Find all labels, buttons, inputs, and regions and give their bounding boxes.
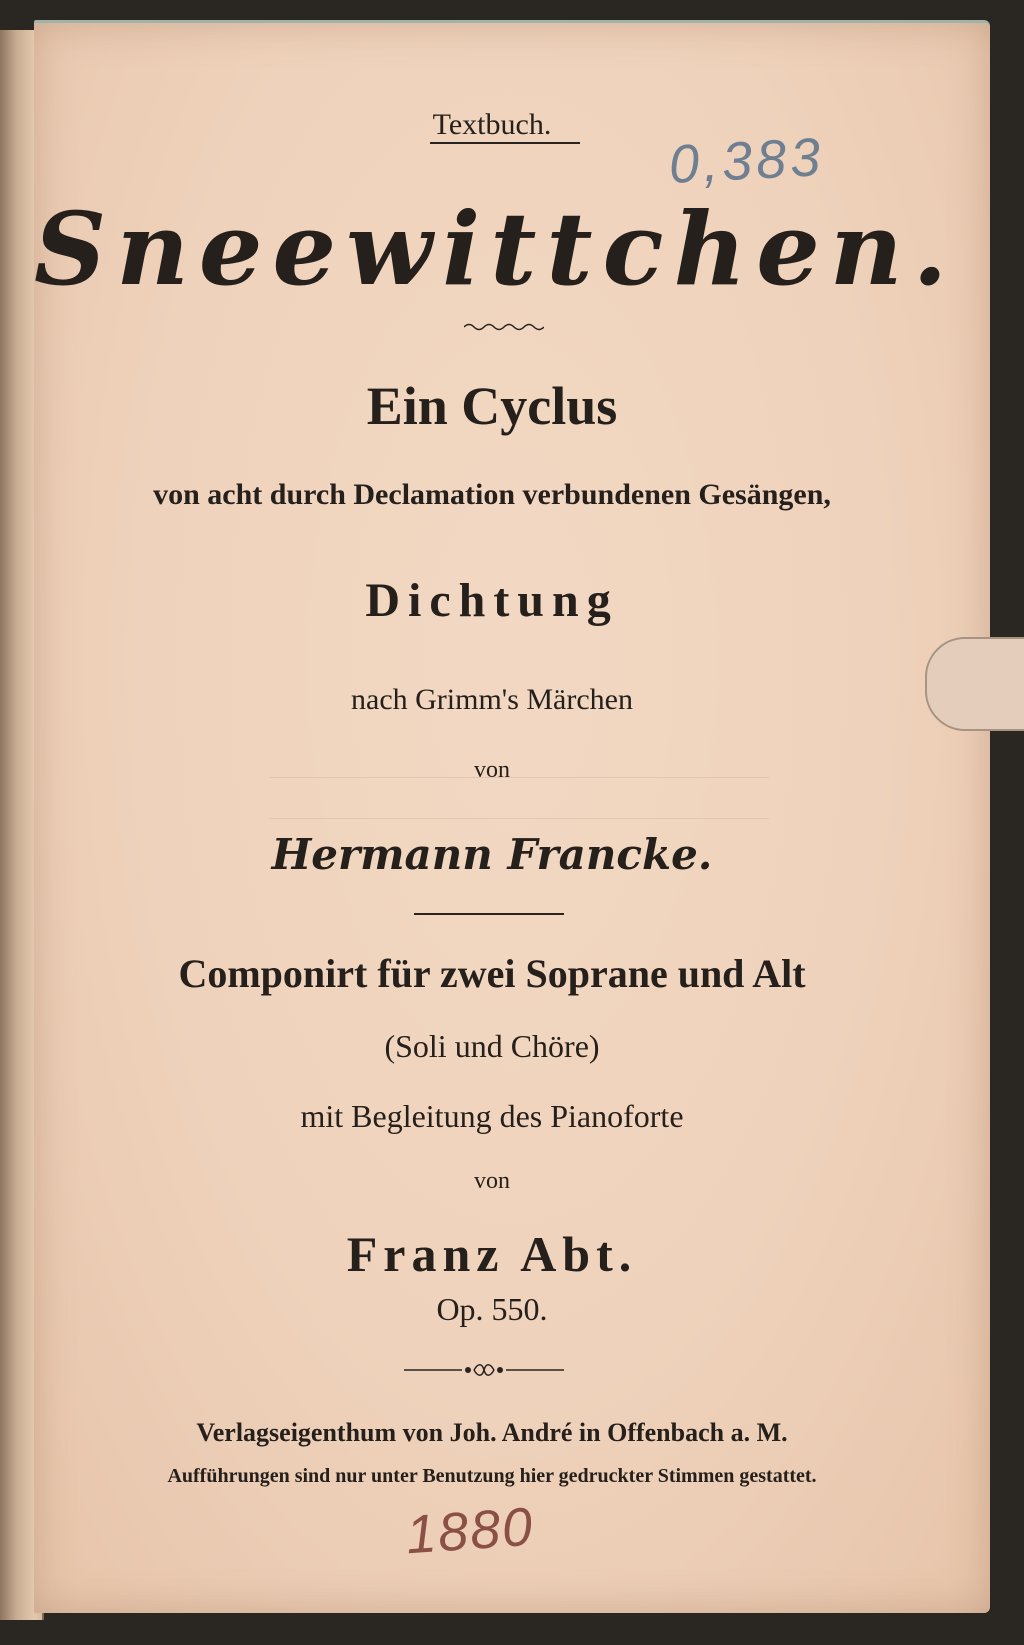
handwritten-shelfmark: 0,383 (667, 126, 826, 196)
handwritten-year: 1880 (404, 1496, 537, 1566)
main-title: Sneewittchen. (34, 190, 958, 308)
composer-name: Franz Abt. (346, 1226, 638, 1282)
publisher-line: Verlagseigenthum von Joh. André in Offenbach a. M. (196, 1418, 788, 1447)
opus-number: Op. 550. (436, 1291, 548, 1327)
voices-line: (Soli und Chöre) (384, 1028, 600, 1064)
textbuch-label: Textbuch. (432, 108, 552, 141)
by-label-author: von (474, 757, 510, 783)
poetry-label: Dichtung (365, 574, 619, 627)
divider-rule (414, 913, 564, 915)
by-label-composer: von (474, 1168, 510, 1194)
textbuch-underline (430, 142, 580, 144)
page-content (34, 20, 990, 1610)
faint-bleedthrough-stamp (269, 777, 769, 819)
description-line: von acht durch Declamation verbundenen Gesängen, (153, 478, 831, 511)
divider-ornament (404, 1360, 564, 1380)
source-line: nach Grimm's Märchen (351, 683, 633, 716)
composition-line: Componirt für zwei Soprane und Alt (178, 951, 806, 996)
subtitle: Ein Cyclus (366, 376, 618, 436)
performance-notice: Aufführungen sind nur unter Benutzung hier gedruckter Stimmen gestattet. (167, 1465, 817, 1487)
title-flourish-ornament (464, 322, 544, 332)
accompaniment-line: mit Begleitung des Pianoforte (300, 1098, 684, 1134)
author-name: Hermann Francke. (271, 830, 713, 879)
